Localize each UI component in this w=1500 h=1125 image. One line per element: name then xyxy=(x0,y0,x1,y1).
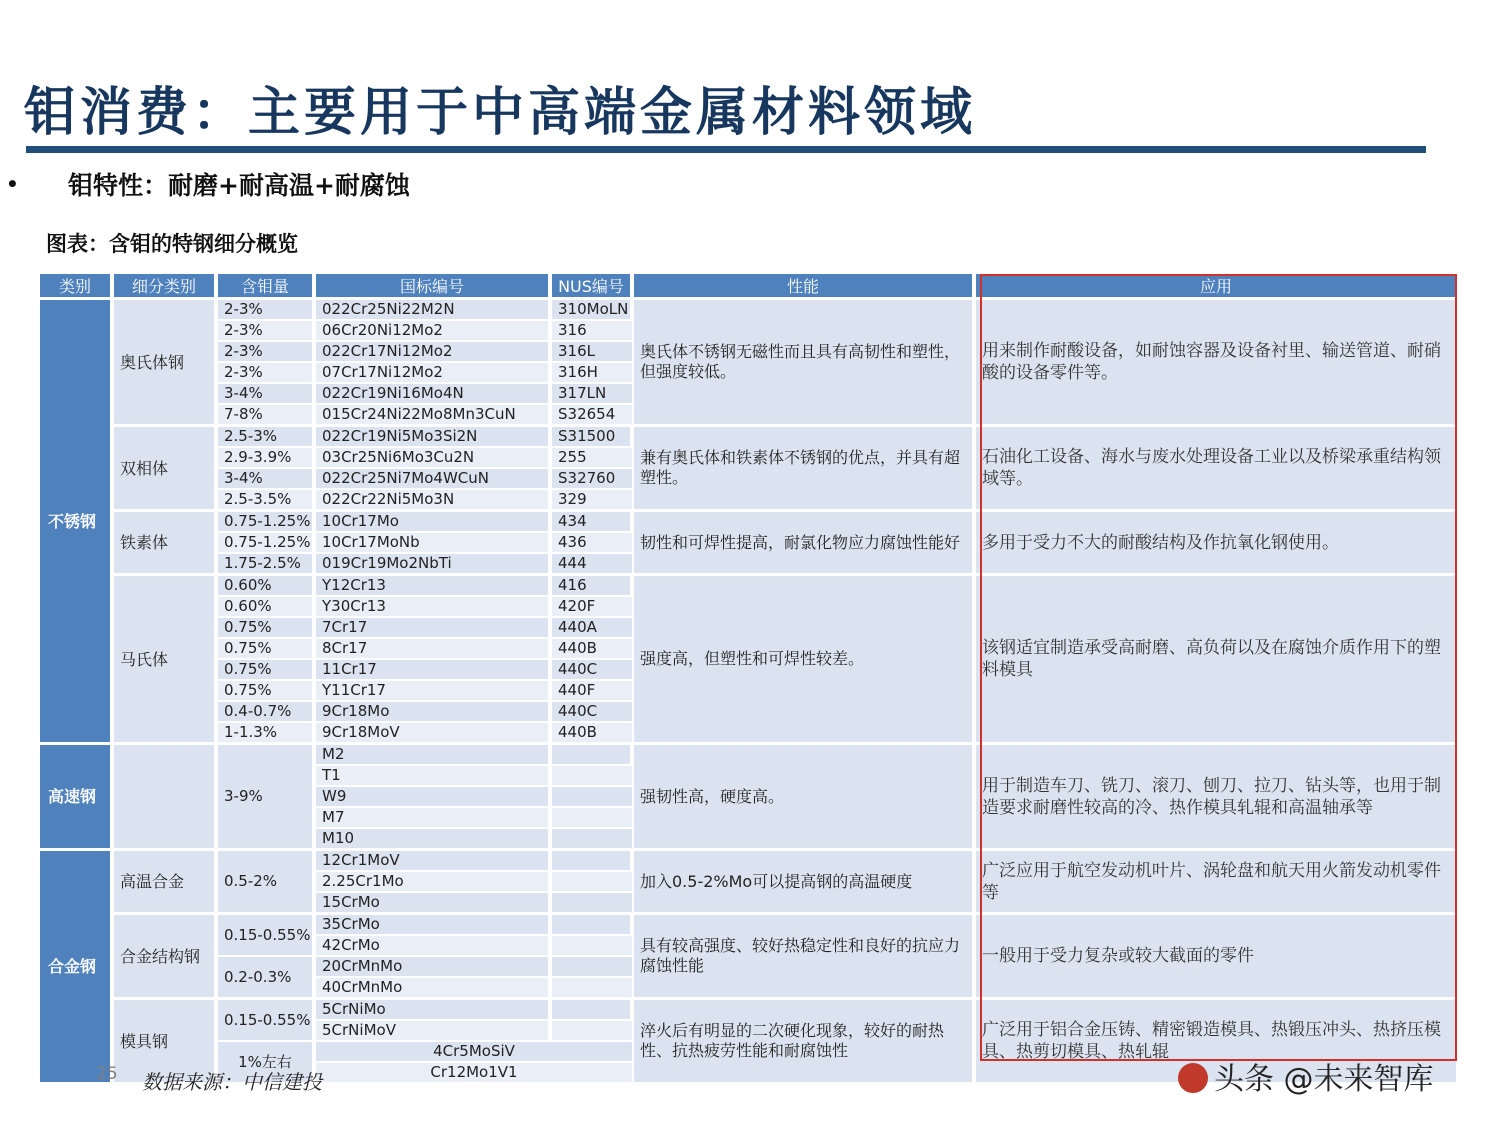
table-row xyxy=(40,511,1456,533)
gb-cell: 40CrMnMo xyxy=(314,977,550,999)
nus-cell: S32654 xyxy=(550,404,632,426)
header-subcategory: 细分类别 xyxy=(112,274,216,299)
nus-cell xyxy=(550,786,632,807)
nus-cell: 436 xyxy=(550,532,632,553)
subcategory-structural: 合金结构钢 xyxy=(112,914,216,999)
table-row xyxy=(40,914,1456,936)
bullet-icon: • xyxy=(6,172,19,196)
nus-cell: 434 xyxy=(550,511,632,533)
gb-cell: 42CrMo xyxy=(314,935,550,956)
gb-cell: 7Cr17 xyxy=(314,617,550,638)
nus-cell xyxy=(550,977,632,999)
mo-cell: 0.5-2% xyxy=(216,850,314,914)
mo-cell: 0.75% xyxy=(216,617,314,638)
gb-cell: 022Cr17Ni12Mo2 xyxy=(314,341,550,362)
performance-duplex: 兼有奥氏体和铁素体不锈钢的优点，并具有超塑性。 xyxy=(632,426,974,511)
performance-martensitic: 强度高，但塑性和可焊性较差。 xyxy=(632,575,974,744)
mo-cell: 1%左右 xyxy=(216,1041,314,1083)
table-row xyxy=(40,999,1456,1021)
gb-cell: 8Cr17 xyxy=(314,638,550,659)
mo-cell: 2-3% xyxy=(216,362,314,383)
application-ferritic: 多用于受力不大的耐酸结构及作抗氧化钢使用。 xyxy=(974,511,1456,575)
gb-cell: 022Cr19Ni16Mo4N xyxy=(314,383,550,404)
subcategory-hightemp: 高温合金 xyxy=(112,850,216,914)
performance-hightemp: 加入0.5-2%Mo可以提高钢的高温硬度 xyxy=(632,850,974,914)
gb-cell: 03Cr25Ni6Mo3Cu2N xyxy=(314,447,550,468)
gb-cell: 022Cr25Ni22M2N xyxy=(314,299,550,321)
gb-cell: 015Cr24Ni22Mo8Mn3CuN xyxy=(314,404,550,426)
nus-cell: 420F xyxy=(550,596,632,617)
mo-cell: 3-9% xyxy=(216,744,314,850)
nus-cell: 316H xyxy=(550,362,632,383)
mo-cell: 1.75-2.5% xyxy=(216,553,314,575)
table-row xyxy=(40,426,1456,448)
nus-cell: 440C xyxy=(550,659,632,680)
gb-cell: M7 xyxy=(314,807,550,828)
gb-cell: W9 xyxy=(314,786,550,807)
gb-cell: 5CrNiMo xyxy=(314,999,550,1021)
gb-cell: M2 xyxy=(314,744,550,766)
nus-cell: 440A xyxy=(550,617,632,638)
gb-cell: M10 xyxy=(314,828,550,850)
mo-cell: 0.75% xyxy=(216,659,314,680)
mo-cell: 2-3% xyxy=(216,320,314,341)
mo-cell: 0.75% xyxy=(216,638,314,659)
gb-cell: 9Cr18MoV xyxy=(314,722,550,744)
nus-cell xyxy=(550,828,632,850)
mo-cell: 0.60% xyxy=(216,575,314,597)
mo-cell: 2.5-3.5% xyxy=(216,489,314,511)
performance-ferritic: 韧性和可焊性提高，耐氯化物应力腐蚀性能好 xyxy=(632,511,974,575)
performance-austenitic: 奥氏体不锈钢无磁性而且具有高韧性和塑性，但强度较低。 xyxy=(632,299,974,426)
header-category: 类别 xyxy=(40,274,112,299)
gb-cell: 022Cr22Ni5Mo3N xyxy=(314,489,550,511)
data-source: 数据来源：中信建投 xyxy=(142,1070,322,1094)
gb-cell: 022Cr19Ni5Mo3Si2N xyxy=(314,426,550,448)
category-alloy: 合金钢 xyxy=(40,850,112,1084)
subcategory-duplex: 双相体 xyxy=(112,426,216,511)
page-number: 25 xyxy=(96,1064,118,1084)
header-gb-code: 国标编号 xyxy=(314,274,550,299)
nus-cell: 444 xyxy=(550,553,632,575)
table-row xyxy=(40,299,1456,321)
application-die: 广泛用于铝合金压铸、精密锻造模具、热锻压冲头、热挤压模具、热剪切模具、热轧辊 xyxy=(974,999,1456,1084)
subcategory-austenitic: 奥氏体钢 xyxy=(112,299,216,426)
nus-cell xyxy=(550,765,632,786)
gb-cell: 4Cr5MoSiV xyxy=(314,1041,632,1062)
watermark xyxy=(1178,1054,1434,1097)
nus-cell: S32760 xyxy=(550,468,632,489)
nus-cell xyxy=(550,1020,632,1041)
application-duplex: 石油化工设备、海水与废水处理设备工业以及桥梁承重结构领域等。 xyxy=(974,426,1456,511)
subcategory-die: 模具钢 xyxy=(112,999,216,1084)
header-mo-content: 含钼量 xyxy=(216,274,314,299)
mo-cell: 0.75% xyxy=(216,680,314,701)
mo-cell: 2-3% xyxy=(216,341,314,362)
nus-cell xyxy=(550,999,632,1021)
gb-cell: 07Cr17Ni12Mo2 xyxy=(314,362,550,383)
gb-cell: Y30Cr13 xyxy=(314,596,550,617)
performance-die: 淬火后有明显的二次硬化现象，较好的耐热性、抗热疲劳性能和耐腐蚀性 xyxy=(632,999,974,1084)
table-caption: 图表：含钼的特钢细分概览 xyxy=(46,232,298,256)
title-divider xyxy=(26,146,1426,153)
nus-cell: 317LN xyxy=(550,383,632,404)
nus-cell xyxy=(550,914,632,936)
mo-cell: 0.75-1.25% xyxy=(216,532,314,553)
nus-cell xyxy=(550,871,632,892)
gb-cell: 12Cr1MoV xyxy=(314,850,550,872)
mo-cell: 0.15-0.55% xyxy=(216,914,314,957)
gb-cell: 019Cr19Mo2NbTi xyxy=(314,553,550,575)
nus-cell: 440F xyxy=(550,680,632,701)
header-nus-code: NUS编号 xyxy=(550,274,632,299)
nus-cell: S31500 xyxy=(550,426,632,448)
mo-cell: 1-1.3% xyxy=(216,722,314,744)
mo-cell: 0.4-0.7% xyxy=(216,701,314,722)
bullet-text: 钼特性：耐磨+耐高温+耐腐蚀 xyxy=(68,171,410,200)
gb-cell: 15CrMo xyxy=(314,892,550,914)
gb-cell: 10Cr17MoNb xyxy=(314,532,550,553)
table-row xyxy=(40,850,1456,872)
mo-cell: 2.5-3% xyxy=(216,426,314,448)
mo-cell: 0.2-0.3% xyxy=(216,956,314,999)
gb-cell: Cr12Mo1V1 xyxy=(314,1062,632,1083)
nus-cell xyxy=(550,807,632,828)
mo-cell: 2.9-3.9% xyxy=(216,447,314,468)
nus-cell: 329 xyxy=(550,489,632,511)
nus-cell: 310MoLN xyxy=(550,299,632,321)
gb-cell: 10Cr17Mo xyxy=(314,511,550,533)
header-application: 应用 xyxy=(974,274,1456,299)
header-performance: 性能 xyxy=(632,274,974,299)
gb-cell: 9Cr18Mo xyxy=(314,701,550,722)
table-row xyxy=(40,744,1456,766)
mo-cell: 2-3% xyxy=(216,299,314,321)
watermark-text: 头条 @未来智库 xyxy=(1214,1062,1434,1097)
gb-cell: 11Cr17 xyxy=(314,659,550,680)
nus-cell xyxy=(550,935,632,956)
mo-cell: 7-8% xyxy=(216,404,314,426)
bullet-point xyxy=(6,166,410,202)
gb-cell: T1 xyxy=(314,765,550,786)
logo-icon xyxy=(1178,1063,1208,1093)
nus-cell xyxy=(550,850,632,872)
nus-cell xyxy=(550,956,632,977)
application-martensitic: 该钢适宜制造承受高耐磨、高负荷以及在腐蚀介质作用下的塑料模具 xyxy=(974,575,1456,744)
application-highspeed: 用于制造车刀、铣刀、滚刀、刨刀、拉刀、钻头等，也用于制造要求耐磨性较高的冷、热作模具轧辊和高温轴承等 xyxy=(974,744,1456,850)
gb-cell: 35CrMo xyxy=(314,914,550,936)
table-header-row xyxy=(40,274,1456,299)
application-austenitic: 用来制作耐酸设备，如耐蚀容器及设备衬里、输送管道、耐硝酸的设备零件等。 xyxy=(974,299,1456,426)
mo-cell: 0.60% xyxy=(216,596,314,617)
page-title: 钼消费：主要用于中高端金属材料领域 xyxy=(24,83,977,143)
application-hightemp: 广泛应用于航空发动机叶片、涡轮盘和航天用火箭发动机零件等 xyxy=(974,850,1456,914)
nus-cell: 440B xyxy=(550,638,632,659)
nus-cell xyxy=(550,744,632,766)
gb-cell: 06Cr20Ni12Mo2 xyxy=(314,320,550,341)
nus-cell: 255 xyxy=(550,447,632,468)
mo-cell: 0.75-1.25% xyxy=(216,511,314,533)
subcategory-martensitic: 马氏体 xyxy=(112,575,216,744)
gb-cell: 2.25Cr1Mo xyxy=(314,871,550,892)
nus-cell: 440C xyxy=(550,701,632,722)
subcategory-empty xyxy=(112,744,216,850)
nus-cell: 416 xyxy=(550,575,632,597)
subcategory-ferritic: 铁素体 xyxy=(112,511,216,575)
gb-cell: 5CrNiMoV xyxy=(314,1020,550,1041)
category-stainless: 不锈钢 xyxy=(40,299,112,744)
application-structural: 一般用于受力复杂或较大截面的零件 xyxy=(974,914,1456,999)
mo-cell: 0.15-0.55% xyxy=(216,999,314,1042)
nus-cell: 440B xyxy=(550,722,632,744)
table-row xyxy=(40,575,1456,597)
performance-highspeed: 强韧性高，硬度高。 xyxy=(632,744,974,850)
category-highspeed: 高速钢 xyxy=(40,744,112,850)
nus-cell: 316L xyxy=(550,341,632,362)
gb-cell: 022Cr25Ni7Mo4WCuN xyxy=(314,468,550,489)
mo-cell: 3-4% xyxy=(216,383,314,404)
gb-cell: 20CrMnMo xyxy=(314,956,550,977)
mo-cell: 3-4% xyxy=(216,468,314,489)
performance-structural: 具有较高强度、较好热稳定性和良好的抗应力腐蚀性能 xyxy=(632,914,974,999)
gb-cell: Y11Cr17 xyxy=(314,680,550,701)
nus-cell: 316 xyxy=(550,320,632,341)
nus-cell xyxy=(550,892,632,914)
moly-steel-table xyxy=(40,274,1456,1084)
gb-cell: Y12Cr13 xyxy=(314,575,550,597)
